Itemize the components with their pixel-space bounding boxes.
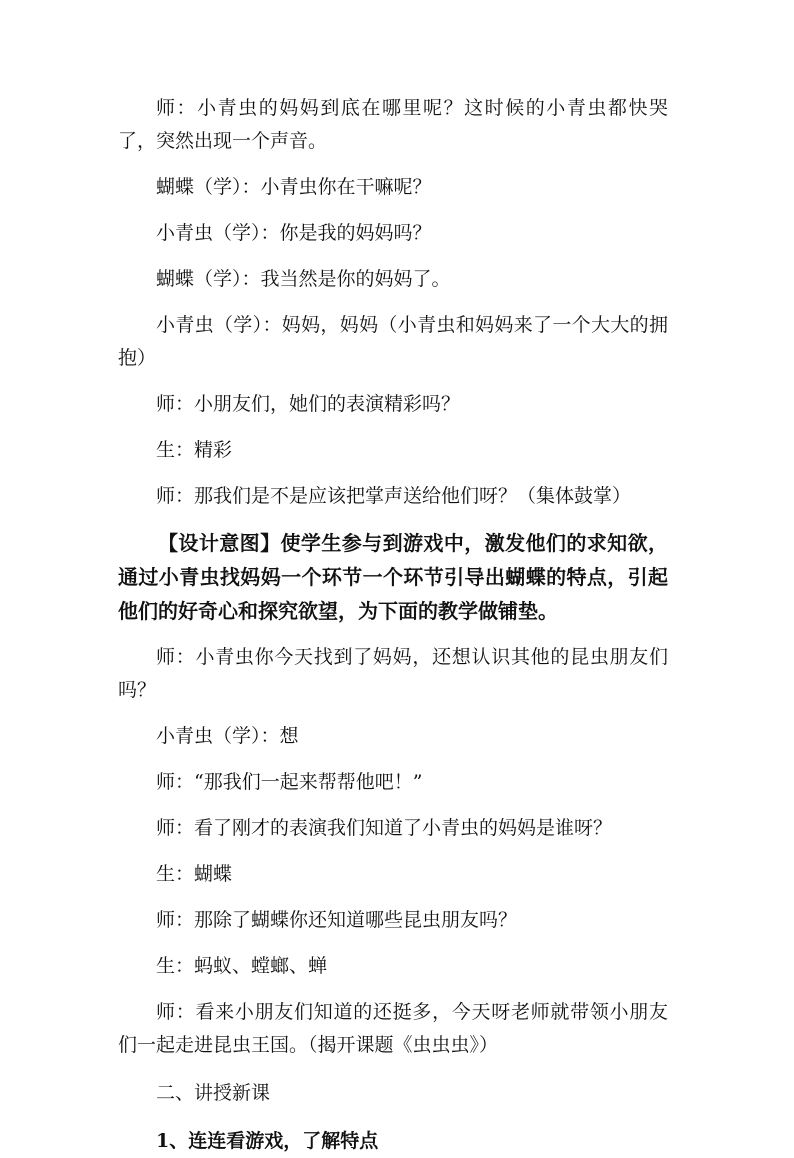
paragraph-butterfly-answers: 蝴蝶（学）：我当然是你的妈妈了。 [156, 268, 451, 290]
paragraph-teacher-help: 师：“那我们一起来帮帮他吧！” [156, 771, 423, 793]
paragraph-caterpillar-want: 小青虫（学）：想 [156, 725, 299, 747]
subsection-heading-matching-game: 1、连连看游戏，了解特点 [156, 1130, 379, 1152]
paragraph-caterpillar-hug: 小青虫（学）：妈妈，妈妈（小青虫和妈妈来了一个大大的拥抱） [118, 314, 668, 369]
paragraph-design-intent: 【设计意图】使学生参与到游戏中，激发他们的求知欲，通过小青虫找妈妈一个环节一个环节引导出蝴蝶的特点，引起他们的好奇心和探究欲望，为下面的教学做铺垫。 [118, 531, 668, 623]
paragraph-butterfly-asks: 蝴蝶（学）：小青虫你在干嘛呢？ [156, 176, 432, 198]
paragraph-teacher-other-insects: 师：小青虫你今天找到了妈妈，还想认识其他的昆虫朋友们吗？ [118, 646, 668, 701]
paragraph-teacher-applause: 师：那我们是不是应该把掌声送给他们呀？（集体鼓掌） [156, 485, 632, 507]
paragraph-student-wonderful: 生：精彩 [156, 439, 233, 461]
paragraph-student-butterfly: 生：蝴蝶 [156, 863, 233, 885]
paragraph-teacher-who-mother: 师：看了刚才的表演我们知道了小青虫的妈妈是谁呀？ [156, 817, 613, 839]
paragraph-student-insect-list: 生：蚂蚁、螳螂、蝉 [156, 955, 328, 977]
paragraph-teacher-performance: 师：小朋友们，她们的表演精彩吗？ [156, 393, 461, 415]
document-page [118, 92, 668, 1158]
section-heading-new-lesson: 二、讲授新课 [156, 1082, 271, 1104]
paragraph-teacher-which-insects: 师：那除了蝴蝶你还知道哪些昆虫朋友吗？ [156, 909, 518, 931]
paragraph-teacher-insect-kingdom: 师：看来小朋友们知道的还挺多，今天呀老师就带领小朋友们一起走进昆虫王国。（揭开课题《虫虫虫》） [118, 1001, 668, 1056]
paragraph-teacher-where-mother: 师：小青虫的妈妈到底在哪里呢？这时候的小青虫都快哭了，突然出现一个声音。 [118, 97, 668, 152]
paragraph-caterpillar-asks: 小青虫（学）：你是我的妈妈吗？ [156, 222, 432, 244]
